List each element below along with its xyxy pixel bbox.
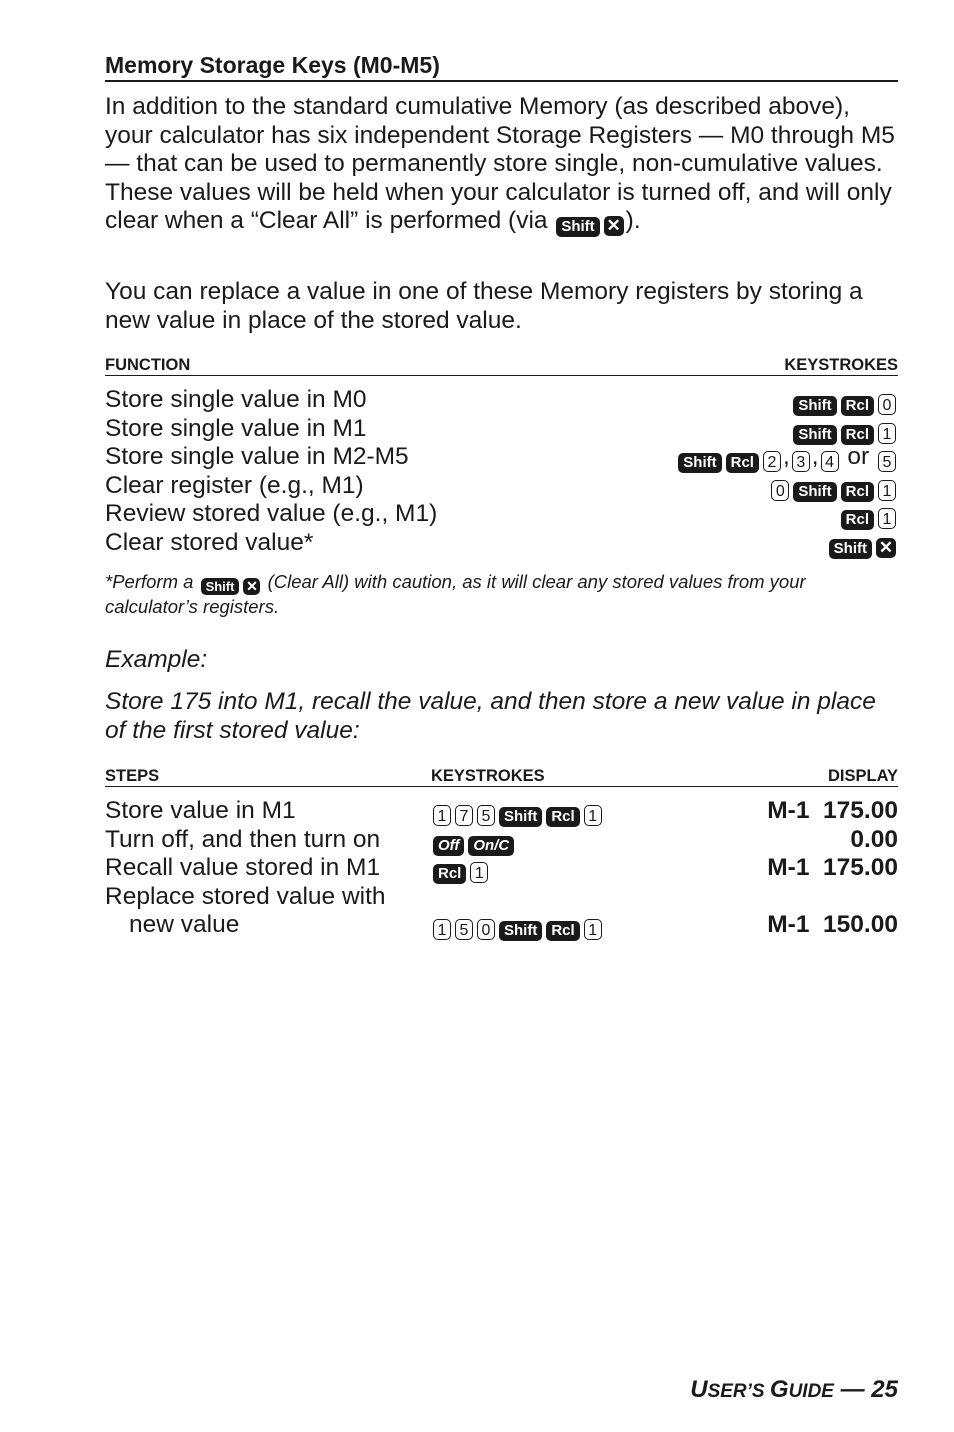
keystrokes: Shift Rcl 2 , 3 , 4 or 5 — [676, 443, 898, 473]
digit-key-icon: 1 — [878, 423, 896, 444]
footnote — [105, 570, 898, 618]
rcl-key-icon: Rcl — [841, 425, 874, 445]
digit-key-icon: 5 — [477, 805, 495, 826]
shift-key-icon: Shift — [793, 425, 836, 445]
step-label: Replace stored value with — [105, 882, 386, 910]
footer-ser: SER’S — [707, 1381, 770, 1402]
function-row — [105, 500, 898, 529]
digit-key-icon: 1 — [433, 919, 451, 940]
footnote-end: (Clear All) with caution, as it will clear any stored values from your calculator’s registers. — [105, 571, 806, 617]
digit-key-icon: 0 — [771, 480, 789, 501]
page-footer — [690, 1376, 898, 1404]
function-label: Store single value in M2-M5 — [105, 443, 409, 471]
rcl-key-icon: Rcl — [841, 396, 874, 416]
step-row — [105, 854, 898, 883]
step-row — [105, 883, 898, 912]
intro-paragraph — [105, 93, 898, 237]
intro-end: ). — [625, 207, 641, 235]
footer-uide: UIDE — [788, 1381, 834, 1402]
intro-text: In addition to the standard cumulative Memory (as described above), your calculator has six independent Storage Registers — M0 through M5 — that can be used to permanently store single, non-cumulative values. These values will be held when your calculator is turned off, and will only clear when a “Clear All” is performed (via — [105, 93, 895, 235]
digit-key-icon: 1 — [584, 919, 602, 940]
shift-key-icon: Shift — [793, 482, 836, 502]
function-row — [105, 443, 898, 472]
digit-key-icon: 7 — [455, 805, 473, 826]
footer-g: G — [769, 1376, 789, 1403]
step-row — [105, 826, 898, 855]
digit-key-icon: 1 — [878, 508, 896, 529]
off-key-icon: Off — [433, 836, 464, 856]
step-label: Turn off, and then turn on — [105, 825, 381, 853]
digit-key-icon: 2 — [763, 451, 781, 472]
rcl-key-icon: Rcl — [841, 510, 874, 530]
footer-u: U — [690, 1376, 708, 1403]
digit-key-icon: 0 — [477, 919, 495, 940]
shift-key-icon: Shift — [829, 539, 872, 559]
keystrokes — [431, 797, 604, 827]
steps-table-header — [105, 766, 898, 787]
keystrokes-col-header: KEYSTROKES — [784, 356, 898, 374]
or-text: or — [847, 443, 870, 471]
keystrokes-col-header: KEYSTROKES — [431, 767, 545, 785]
digit-key-icon: 3 — [792, 451, 810, 472]
digit-key-icon: 4 — [821, 451, 839, 472]
clear-key-icon: ✕ — [243, 578, 260, 595]
keystrokes — [431, 854, 490, 884]
keystrokes — [791, 386, 898, 416]
example-label: Example: — [105, 646, 208, 673]
digit-key-icon: 5 — [455, 919, 473, 940]
digit-key-icon: 0 — [878, 394, 896, 415]
function-row — [105, 386, 898, 415]
function-table-header — [105, 355, 898, 376]
digit-key-icon: 5 — [878, 451, 896, 472]
function-col-header: FUNCTION — [105, 356, 191, 374]
function-row — [105, 415, 898, 444]
function-label: Store single value in M0 — [105, 386, 367, 413]
rcl-key-icon: Rcl — [546, 921, 579, 941]
keystrokes — [431, 911, 604, 941]
keystrokes — [839, 500, 898, 530]
keystrokes — [791, 415, 898, 445]
digit-key-icon: 1 — [470, 862, 488, 883]
shift-key-icon: Shift — [499, 921, 542, 941]
step-label: new value — [129, 911, 240, 939]
step-row — [105, 797, 898, 826]
function-row — [105, 529, 898, 558]
shift-key-icon: Shift — [678, 453, 721, 473]
step-label: Store value in M1 — [105, 797, 296, 824]
shift-key-icon: Shift — [201, 578, 240, 595]
rcl-key-icon: Rcl — [433, 864, 466, 884]
digit-key-icon: 1 — [878, 480, 896, 501]
step-row — [105, 911, 898, 940]
function-label: Store single value in M1 — [105, 414, 367, 442]
display-col-header: DISPLAY — [828, 767, 898, 785]
function-row — [105, 472, 898, 501]
function-label: Review stored value (e.g., M1) — [105, 500, 438, 528]
clear-key-icon: ✕ — [876, 538, 896, 558]
onc-key-icon: On/C — [468, 836, 514, 856]
page-number: — 25 — [833, 1376, 898, 1403]
display-value: M-1 175.00 — [767, 797, 898, 824]
keystrokes — [431, 826, 516, 856]
function-label: Clear stored value* — [105, 529, 314, 556]
display-value: M-1 175.00 — [767, 854, 898, 882]
footnote-start: *Perform a — [105, 571, 194, 592]
function-label: Clear register (e.g., M1) — [105, 471, 364, 499]
rcl-key-icon: Rcl — [841, 482, 874, 502]
clear-key-icon: ✕ — [604, 216, 624, 236]
rcl-key-icon: Rcl — [726, 453, 759, 473]
display-value: M-1 150.00 — [767, 911, 898, 939]
shift-key-icon: Shift — [556, 217, 599, 237]
shift-key-icon: Shift — [793, 396, 836, 416]
example-description: Store 175 into M1, recall the value, and then store a new value in place of the first stored value: — [105, 688, 876, 744]
keystrokes — [827, 529, 898, 559]
steps-col-header: STEPS — [105, 767, 160, 785]
digit-key-icon: 1 — [584, 805, 602, 826]
shift-key-icon: Shift — [499, 807, 542, 827]
replace-paragraph: You can replace a value in one of these Memory registers by storing a new value in place of the stored value. — [105, 278, 863, 334]
step-label: Recall value stored in M1 — [105, 854, 381, 882]
digit-key-icon: 1 — [433, 805, 451, 826]
section-title: Memory Storage Keys (M0-M5) — [105, 50, 898, 82]
display-value: 0.00 — [850, 825, 898, 853]
rcl-key-icon: Rcl — [546, 807, 579, 827]
keystrokes — [769, 472, 898, 502]
